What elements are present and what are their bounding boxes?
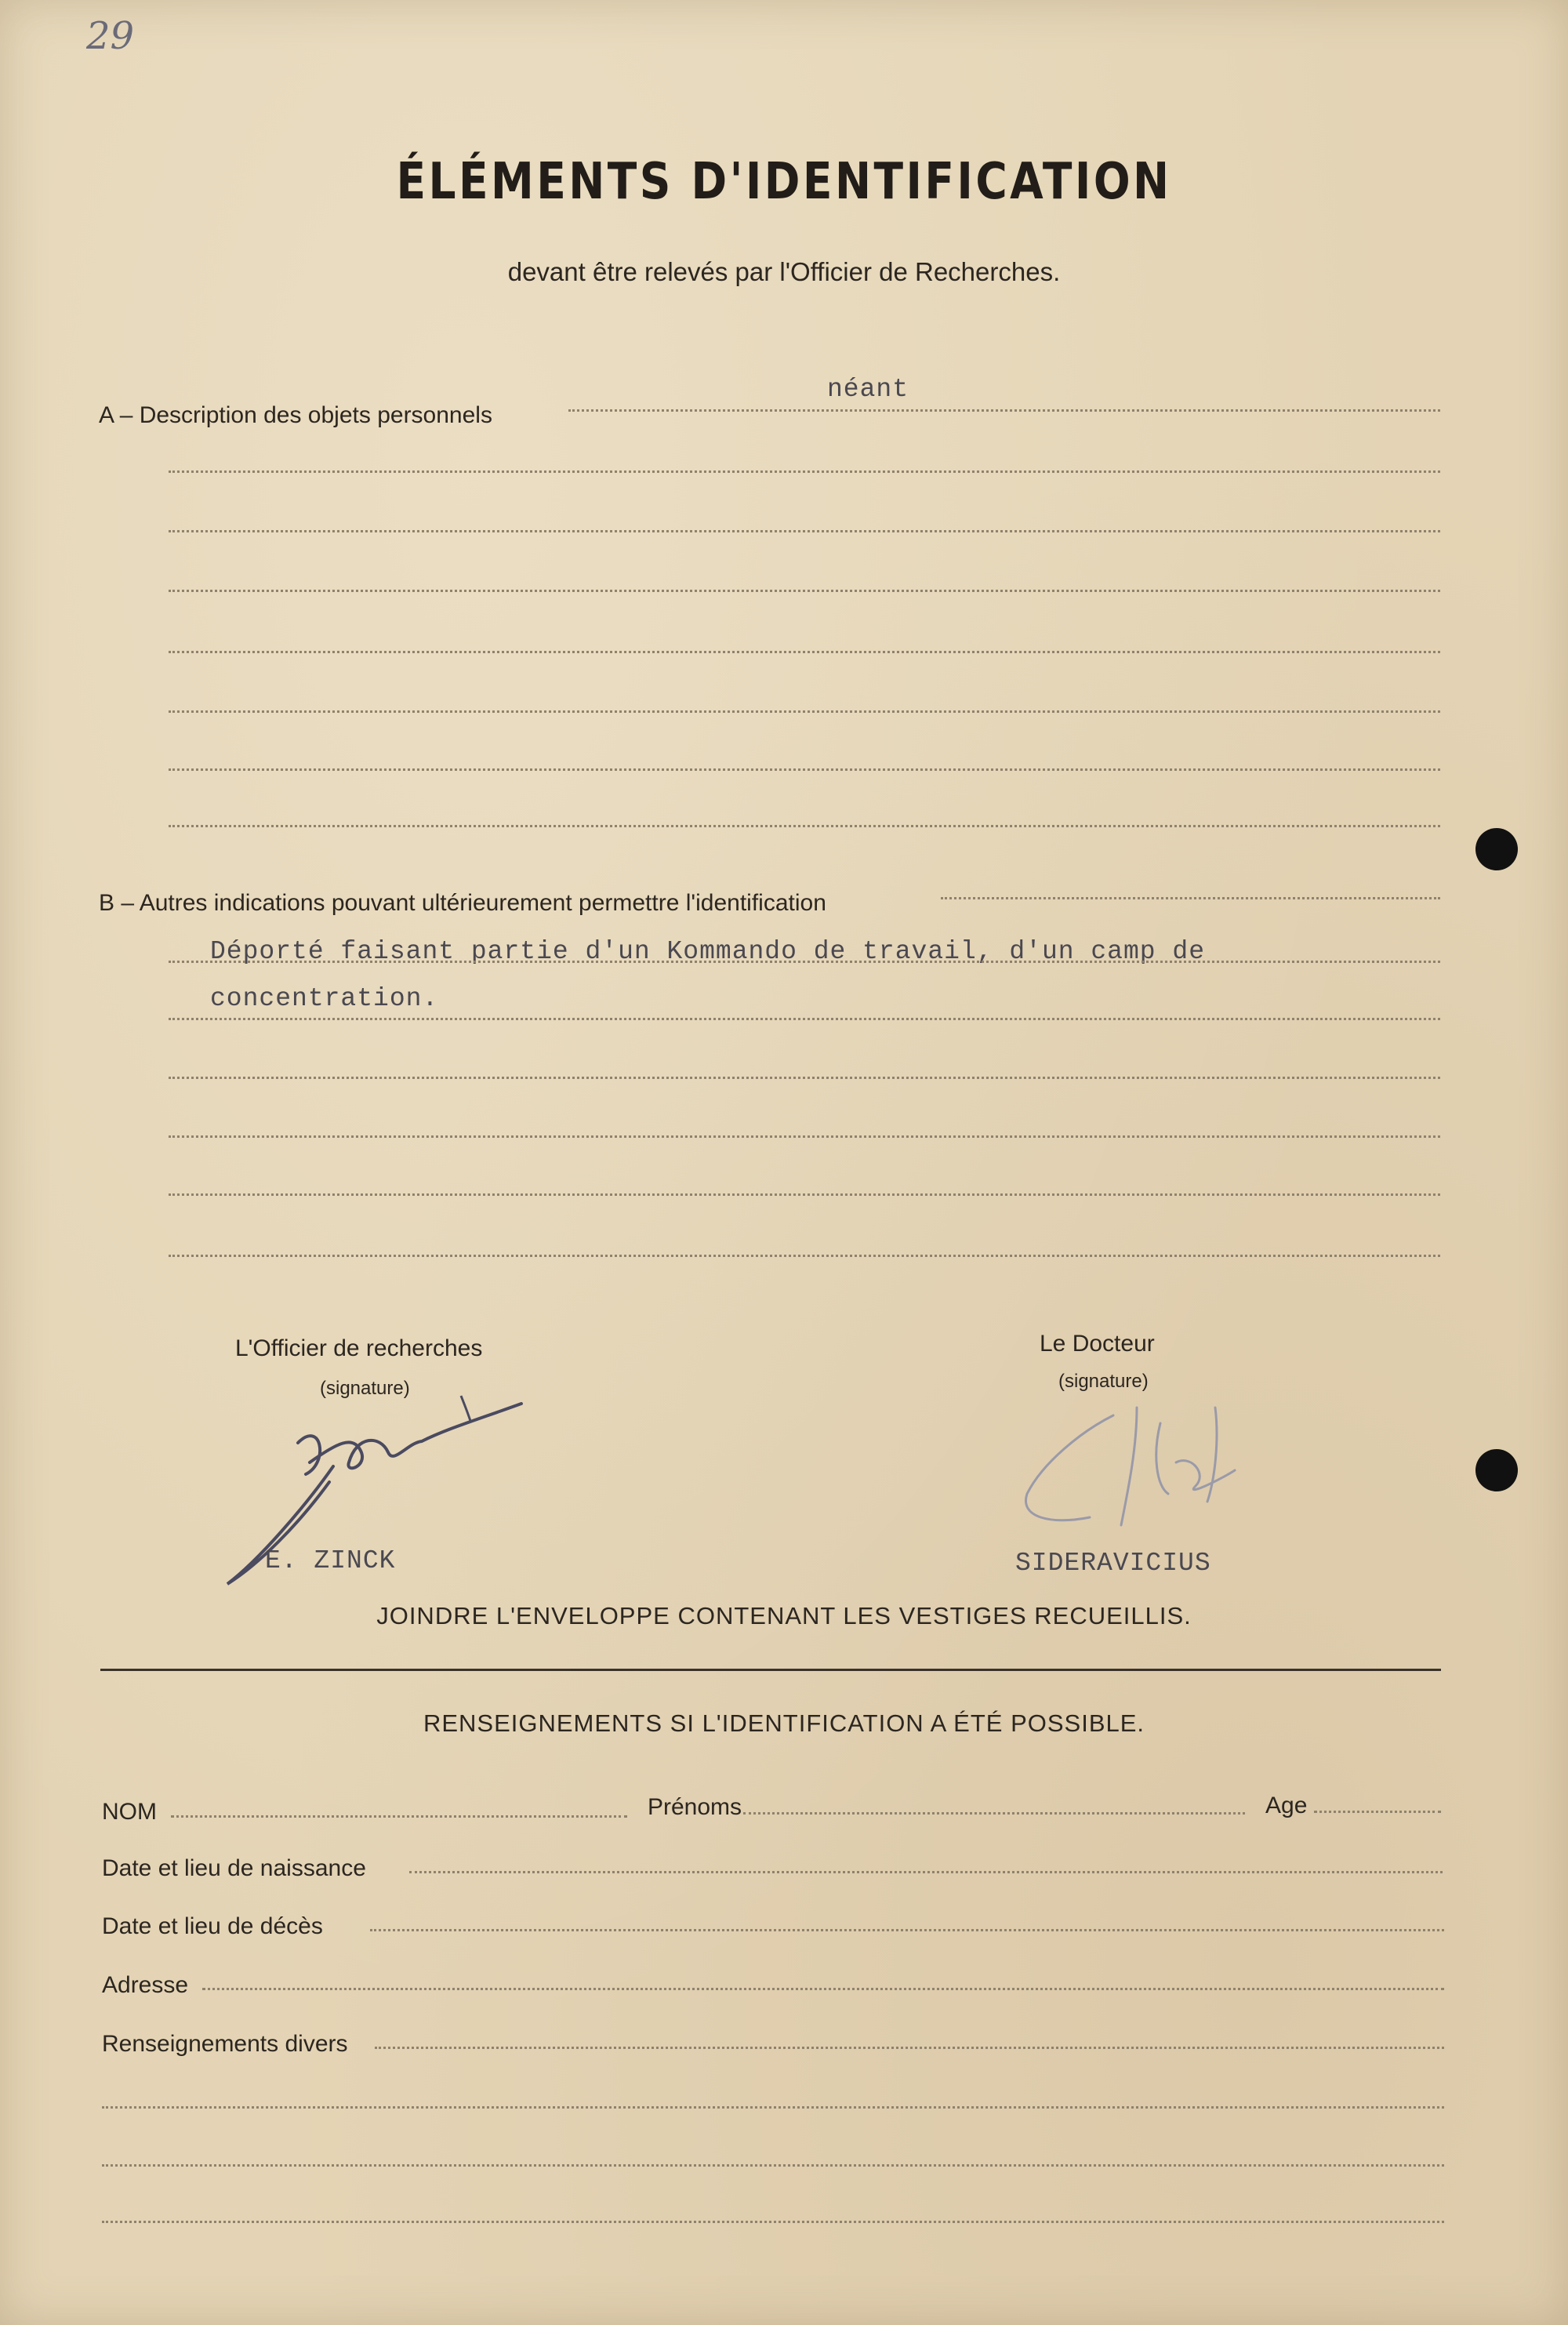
form-title: ÉLÉMENTS D'IDENTIFICATION (396, 153, 1172, 211)
misc-line-3 (102, 2164, 1444, 2167)
section-a-line-3 (169, 530, 1440, 532)
section-a-label: A – Description des objets personnels (99, 402, 492, 428)
address-line (202, 1988, 1444, 1990)
age-line (1314, 1811, 1441, 1813)
section-a-line-6 (169, 710, 1440, 713)
section-b-label: B – Autres indications pouvant ultérieurement permettre l'identification (99, 890, 826, 916)
misc-line-2 (102, 2106, 1444, 2109)
section-a-line-1 (568, 409, 1440, 412)
nom-label: NOM (102, 1799, 157, 1825)
section-a-line-8 (169, 825, 1440, 827)
section-b-line-1 (169, 961, 1440, 963)
birth-line (409, 1871, 1443, 1873)
envelope-note: JOINDRE L'ENVELOPPE CONTENANT LES VESTIGES RECUEILLIS. (376, 1602, 1192, 1629)
address-label: Adresse (102, 1972, 189, 1998)
officer-title: L'Officier de recherches (235, 1335, 483, 1361)
misc-line-4 (102, 2221, 1444, 2223)
death-line (370, 1929, 1444, 1931)
section-b-line-2 (169, 1018, 1440, 1020)
section-b-line-0 (941, 897, 1440, 899)
doctor-signature (1019, 1400, 1270, 1557)
birth-label: Date et lieu de naissance (102, 1855, 366, 1881)
officer-signature-label: (signature) (320, 1378, 410, 1399)
death-label: Date et lieu de décès (102, 1913, 323, 1939)
section-c-heading: RENSEIGNEMENTS SI L'IDENTIFICATION A ÉTÉ POSSIBLE. (423, 1709, 1145, 1737)
section-b-line-4 (169, 1135, 1440, 1138)
punch-hole-bottom (1475, 1449, 1518, 1491)
prenoms-label: Prénoms (648, 1794, 742, 1820)
section-b-line-5 (169, 1193, 1440, 1196)
section-b-line-3 (169, 1077, 1440, 1079)
section-b-line-6 (169, 1255, 1440, 1257)
form-subtitle: devant être relevés par l'Officier de Recherches. (507, 257, 1061, 286)
section-a-value: néant (827, 375, 909, 404)
section-b-text-line-2: concentration. (210, 984, 439, 1013)
age-label: Age (1265, 1793, 1308, 1818)
misc-label: Renseignements divers (102, 2031, 348, 2057)
misc-line-1 (375, 2047, 1444, 2049)
section-a-line-2 (169, 470, 1440, 473)
section-a-line-5 (169, 651, 1440, 653)
nom-line (171, 1815, 627, 1818)
punch-hole-top (1475, 828, 1518, 870)
section-divider (100, 1669, 1441, 1671)
section-a-line-7 (169, 768, 1440, 771)
doctor-signature-label: (signature) (1058, 1371, 1149, 1392)
prenoms-line (743, 1812, 1245, 1815)
section-b-text-line-1: Déporté faisant partie d'un Kommando de travail, d'un camp de (210, 937, 1205, 966)
section-a-line-4 (169, 590, 1440, 592)
officer-name: E. ZINCK (265, 1546, 396, 1575)
doctor-title: Le Docteur (1040, 1331, 1155, 1357)
page-number: 29 (86, 14, 135, 58)
doctor-name: SIDERAVICIUS (1015, 1549, 1211, 1578)
